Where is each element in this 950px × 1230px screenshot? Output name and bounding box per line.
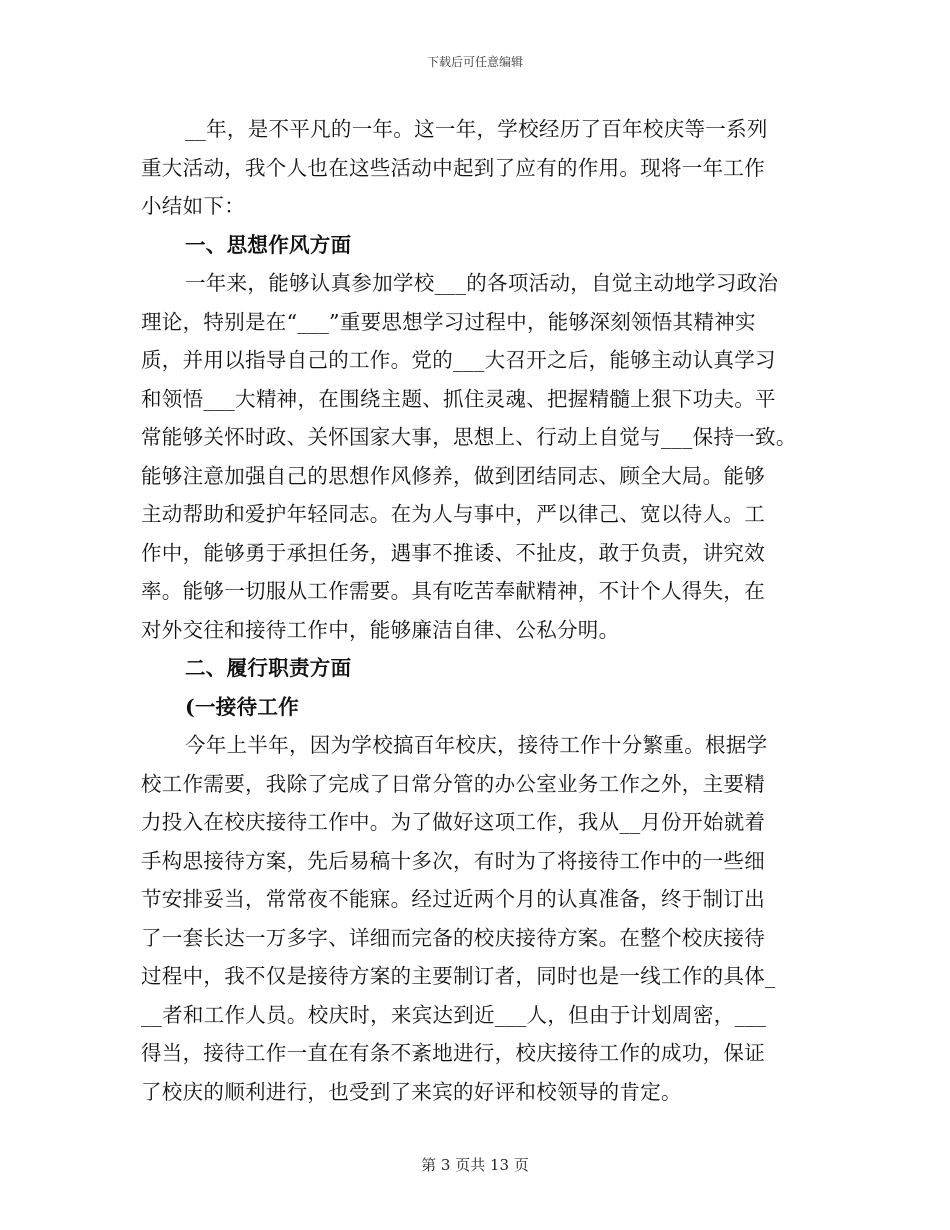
paragraph-line: 过程中，我不仅是接待方案的主要制订者，同时也是一线工作的具体_ bbox=[141, 964, 776, 988]
paragraph-line: 小结如下： bbox=[141, 194, 245, 218]
section-heading: 二、履行职责方面 bbox=[185, 656, 352, 680]
document-body bbox=[141, 110, 831, 1111]
paragraph-line: __者和工作人员。校庆时，来宾达到近___人，但由于计划周密，___ bbox=[141, 1002, 767, 1027]
paragraph-line: 得当，接待工作一直在有条不紊地进行，校庆接待工作的成功，保证 bbox=[141, 1041, 765, 1065]
paragraph-line: 一年来，能够认真参加学校___的各项活动，自觉主动地学习政治 bbox=[185, 271, 779, 295]
paragraph-line: 了一套长达一万多字、详细而完备的校庆接待方案。在整个校庆接待 bbox=[141, 925, 765, 950]
section-heading: 一、思想作风方面 bbox=[185, 232, 352, 257]
paragraph-line: 今年上半年，因为学校搞百年校庆，接待工作十分繁重。根据学 bbox=[185, 733, 768, 757]
paragraph-line: 力投入在校庆接待工作中。为了做好这项工作，我从__月份开始就着 bbox=[141, 810, 766, 834]
page-header: 下载后可任意编辑 bbox=[426, 55, 523, 69]
paragraph-line: 作中，能够勇于承担任务，遇事不推诿、不扯皮，敢于负责，讲究效 bbox=[141, 540, 765, 565]
subsection-heading: (一接待工作 bbox=[185, 694, 299, 719]
paragraph-line: 率。能够一切服从工作需要。具有吃苦奉献精神，不计个人得失，在 bbox=[141, 579, 765, 603]
paragraph-line: 对外交往和接待工作中，能够廉洁自律、公私分明。 bbox=[141, 617, 620, 642]
paragraph-line: 质，并用以指导自己的工作。党的___大召开之后，能够主动认真学习 bbox=[141, 348, 776, 372]
paragraph-line: 能够注意加强自己的思想作风修养，做到团结同志、顾全大局。能够 bbox=[141, 463, 765, 488]
paragraph-line: 理论，特别是在“___”重要思想学习过程中，能够深刻领悟其精神实 bbox=[141, 309, 756, 334]
paragraph-line: 节安排妥当，常常夜不能寐。经过近两个月的认真准备，终于制订出 bbox=[141, 887, 765, 911]
paragraph-line: 手构思接待方案，先后易稿十多次，有时为了将接待工作中的一些细 bbox=[141, 848, 765, 873]
paragraph-line: 重大活动，我个人也在这些活动中起到了应有的作用。现将一年工作 bbox=[141, 155, 765, 180]
paragraph-line: 了校庆的顺利进行，也受到了来宾的好评和校领导的肯定。 bbox=[141, 1079, 682, 1104]
paragraph-line: 主动帮助和爱护年轻同志。在为人与事中，严以律己、宽以待人。工 bbox=[141, 502, 765, 526]
paragraph-line: 和领悟___大精神，在围绕主题、抓住灵魂、把握精髓上狠下功夫。平 bbox=[141, 386, 776, 411]
page-footer: 第 3 页共 13 页 bbox=[421, 1156, 529, 1174]
paragraph-line: 常能够关怀时政、关怀国家大事，思想上、行动上自觉与___保持一致。 bbox=[141, 425, 797, 449]
paragraph-line: 校工作需要，我除了完成了日常分管的办公室业务工作之外，主要精 bbox=[141, 771, 765, 796]
paragraph-line: __年，是不平凡的一年。这一年，学校经历了百年校庆等一系列 bbox=[185, 117, 768, 141]
